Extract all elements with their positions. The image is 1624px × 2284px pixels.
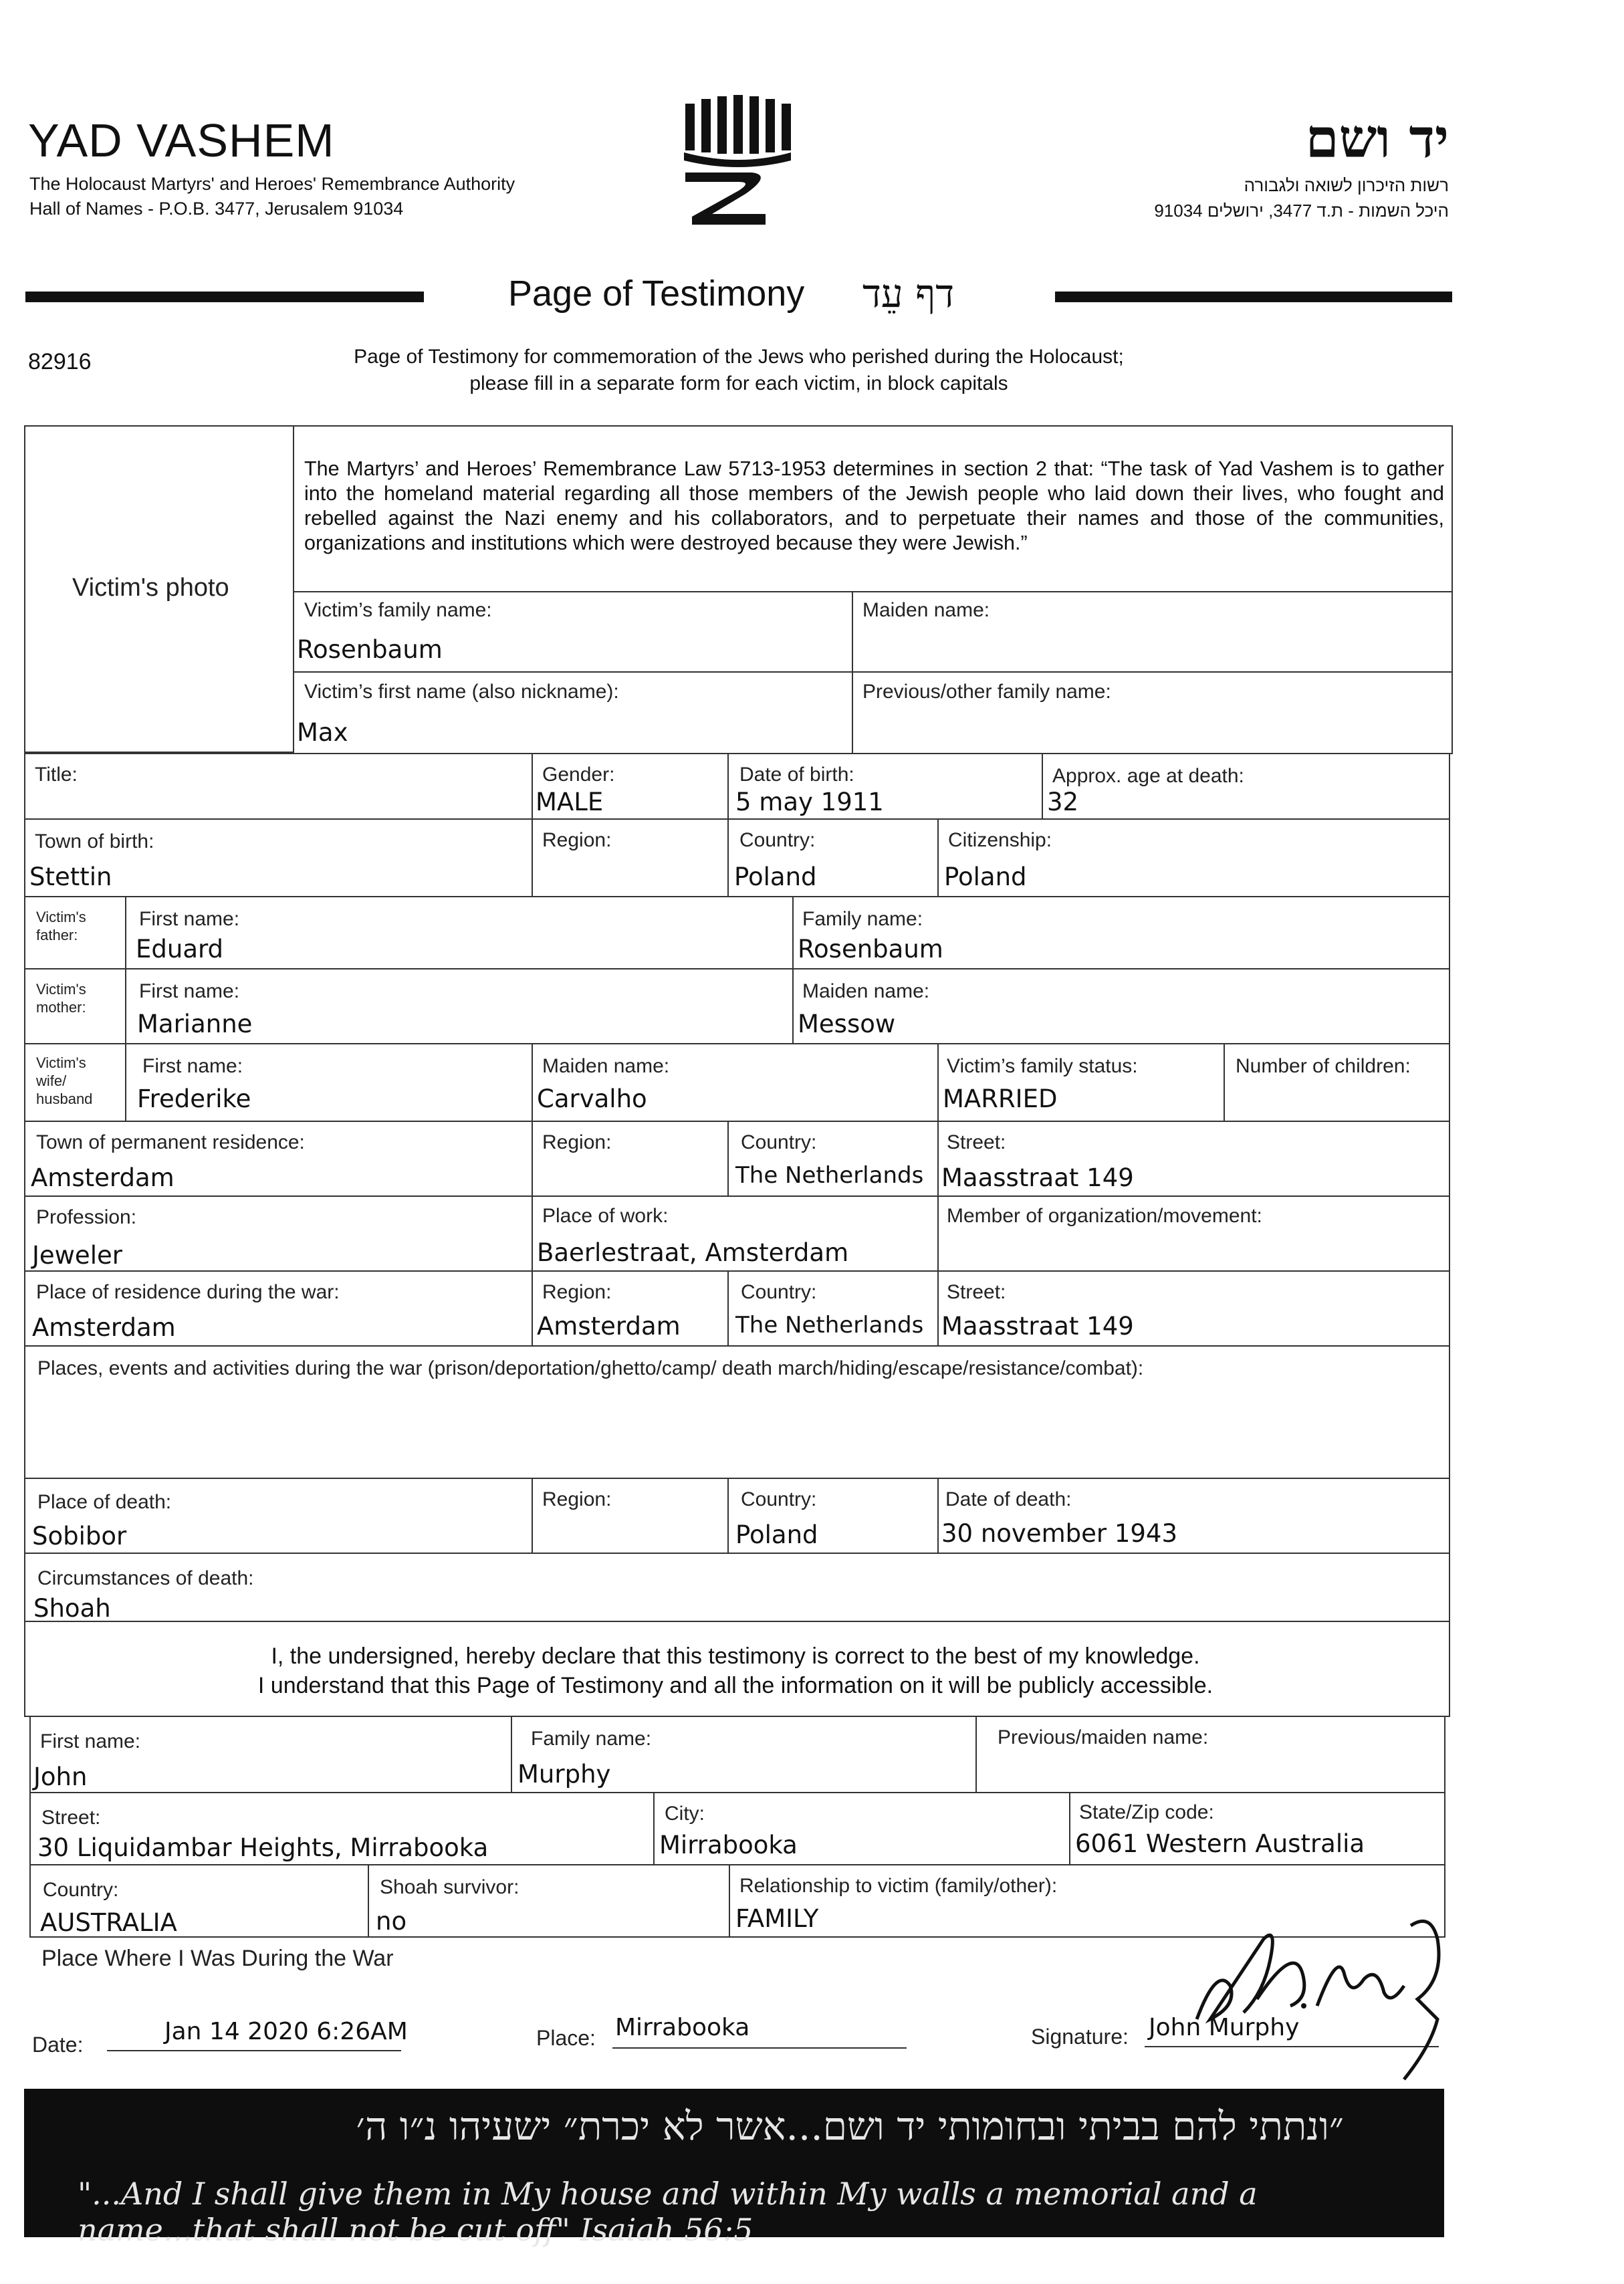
date-value: Jan 14 2020 6:26AM [164,2018,408,2045]
submitter-zip-value: 6061 Western Australia [1075,1829,1365,1858]
submitter-country-value: AUSTRALIA [40,1908,177,1937]
residence-street-value: Maasstraat 149 [941,1163,1134,1192]
family-name-label: Victim’s family name: [304,599,492,621]
death-place-label: Place of death: [37,1491,172,1513]
submitter-country-label: Country: [43,1879,119,1901]
profession-label: Profession: [36,1206,137,1228]
region-birth-label: Region: [542,829,612,851]
country-birth-label: Country: [739,829,816,851]
place-of-work-label: Place of work: [542,1205,669,1227]
mother-first-label: First name: [139,980,240,1002]
place-of-work-value: Baerlestraat, Amsterdam [537,1238,849,1267]
father-side-label: Victim's father: [36,909,86,943]
war-region-value: Amsterdam [537,1312,681,1341]
war-place-label: Place Where I Was During the War [41,1946,394,1971]
date-label: Date: [32,2033,84,2057]
war-residence-value: Amsterdam [32,1313,176,1342]
submitter-city-label: City: [665,1803,705,1825]
father-family-value: Rosenbaum [798,935,943,963]
declaration-line-2: I understand that this Page of Testimony and all the information on it will be publicly accessible. [257,1673,1213,1698]
yad-vashem-logo-icon [672,94,799,227]
declaration-line-1: I, the undersigned, hereby declare that this testimony is correct to the best of my knowledge. [271,1643,1200,1669]
mother-maiden-label: Maiden name: [802,980,930,1002]
citizenship-value: Poland [944,863,1027,891]
footer-hebrew-quote: ״ונתתי להם בביתי ובחומותי יד ושם...אשר לא יכרת״ ישעיהו נ״ו ה׳ [356,2103,1344,2149]
spouse-first-value: Frederike [137,1084,251,1113]
father-family-label: Family name: [802,908,923,930]
hebrew-org-subtitle: רשות הזיכרון לשואה ולגבורה [1244,175,1449,195]
law-text: The Martyrs’ and Heroes’ Remembrance Law 5713-1953 determines in section 2 that: “The task of Yad Vashem is to gather into the homeland material regarding all those members of the Jewish people who laid down their lives, who fought and rebelled against the Nazi enemy and his collaborators, and to perpetuate their names and those of the communities, organizations and institutions which were destroyed because they were Jewish.” [304,457,1444,554]
residence-town-value: Amsterdam [31,1163,175,1192]
death-country-value: Poland [735,1520,818,1549]
handwritten-signature [1190,1899,1458,2086]
spouse-side-label: Victim's wife/ husband [36,1054,93,1107]
war-country-label: Country: [741,1281,817,1303]
spouse-maiden-label: Maiden name: [542,1055,670,1077]
spouse-maiden-value: Carvalho [537,1084,647,1113]
intro-line-1: Page of Testimony for commemoration of the Jews who perished during the Holocaust; [354,346,1124,368]
relationship-label: Relationship to victim (family/other): [739,1875,1058,1897]
org-subtitle: The Holocaust Martyrs' and Heroes' Remembrance Authority [29,174,515,194]
header-rule-right [1055,292,1452,302]
shoah-survivor-field[interactable] [368,1864,730,1938]
footer-english-quote: "...And I shall give them in My house and within My walls a memorial and a name...that shall not be cut off" Isaiah 56:5 [78,2176,1258,2248]
document-number: 82916 [28,349,92,374]
town-birth-label: Town of birth: [35,830,154,852]
residence-street-label: Street: [947,1131,1006,1153]
war-region-label: Region: [542,1281,612,1303]
date-line [107,2050,401,2051]
death-place-value: Sobibor [32,1522,127,1551]
submitter-first-value: John [33,1762,88,1791]
father-first-field[interactable] [125,896,794,969]
submitter-city-value: Mirrabooka [659,1831,798,1859]
family-name-value: Rosenbaum [297,635,443,664]
signature-name-value: John Murphy [1149,2014,1300,2041]
death-region-label: Region: [542,1488,612,1510]
citizenship-label: Citizenship: [948,829,1052,851]
org-name: YAD VASHEM [28,114,335,166]
family-status-label: Victim’s family status: [947,1055,1138,1077]
age-value: 32 [1047,788,1079,816]
death-date-value: 30 november 1943 [941,1519,1178,1548]
children-label: Number of children: [1236,1055,1411,1077]
maiden-name-label: Maiden name: [862,599,990,621]
family-status-value: MARRIED [943,1084,1058,1113]
submitter-family-label: Family name: [531,1728,652,1750]
intro-line-2: please fill in a separate form for each victim, in block capitals [469,372,1008,394]
death-date-label: Date of death: [945,1488,1072,1510]
hebrew-org-address: היכל השמות - ת.ד 3477, ירושלים 91034 [1154,201,1449,221]
spouse-first-label: First name: [142,1055,243,1077]
residence-country-value: The Netherlands [735,1162,924,1189]
shoah-survivor-label: Shoah survivor: [380,1876,519,1898]
victim-photo-label: Victim's photo [72,574,229,602]
header-rule-left [25,292,424,302]
hebrew-org-name: יד ושם [1305,107,1449,170]
father-first-value: Eduard [136,935,224,963]
father-first-label: First name: [139,908,240,930]
shoah-survivor-value: no [376,1907,407,1936]
age-label: Approx. age at death: [1052,765,1244,787]
war-street-value: Maasstraat 149 [941,1312,1134,1341]
place-line [612,2047,907,2049]
residence-region-label: Region: [542,1131,612,1153]
war-residence-label: Place of residence during the war: [36,1281,340,1303]
submitter-street-value: 30 Liquidambar Heights, Mirrabooka [37,1833,489,1862]
gender-label: Gender: [542,764,615,786]
mother-maiden-value: Messow [798,1010,896,1038]
residence-town-label: Town of permanent residence: [36,1131,305,1153]
death-circumstances-label: Circumstances of death: [37,1567,254,1589]
gender-value: MALE [536,788,604,816]
town-birth-value: Stettin [29,863,112,891]
footer-quote-banner [24,2089,1444,2248]
dob-value: 5 may 1911 [735,788,884,816]
submitter-family-value: Murphy [517,1760,611,1789]
profession-value: Jeweler [32,1241,122,1270]
page-title-hebrew: דף עֵד [862,271,955,316]
war-street-label: Street: [947,1281,1006,1303]
residence-country-label: Country: [741,1131,817,1153]
place-value: Mirrabooka [615,2014,750,2041]
relationship-value: FAMILY [735,1904,819,1933]
first-name-label: Victim’s first name (also nickname): [304,681,619,703]
mother-first-value: Marianne [137,1010,253,1038]
death-country-label: Country: [741,1488,817,1510]
submitter-street-label: Street: [41,1807,101,1829]
place-label: Place: [536,2026,596,2050]
title-field[interactable] [24,753,533,820]
mother-side-label: Victim's mother: [36,981,86,1016]
submitter-first-label: First name: [40,1730,141,1752]
submitter-first-field[interactable] [29,1716,512,1793]
intro-text [294,344,1183,397]
submitter-prev-name-label: Previous/maiden name: [998,1726,1209,1748]
dob-label: Date of birth: [739,764,854,786]
war-events-label: Places, events and activities during the war (prison/deportation/ghetto/camp/ death march/hiding/escape/resistance/combat): [37,1357,1144,1379]
war-country-value: The Netherlands [735,1312,924,1339]
death-circumstances-value: Shoah [33,1594,111,1623]
country-birth-value: Poland [734,863,817,891]
page-title: Page of Testimony [508,273,805,314]
title-label: Title: [35,764,78,786]
first-name-value: Max [297,718,348,747]
submitter-zip-label: State/Zip code: [1079,1801,1214,1823]
org-address: Hall of Names - P.O.B. 3477, Jerusalem 91034 [29,199,404,219]
signature-label: Signature: [1031,2025,1129,2049]
previous-name-label: Previous/other family name: [862,681,1111,703]
member-org-label: Member of organization/movement: [947,1205,1262,1227]
